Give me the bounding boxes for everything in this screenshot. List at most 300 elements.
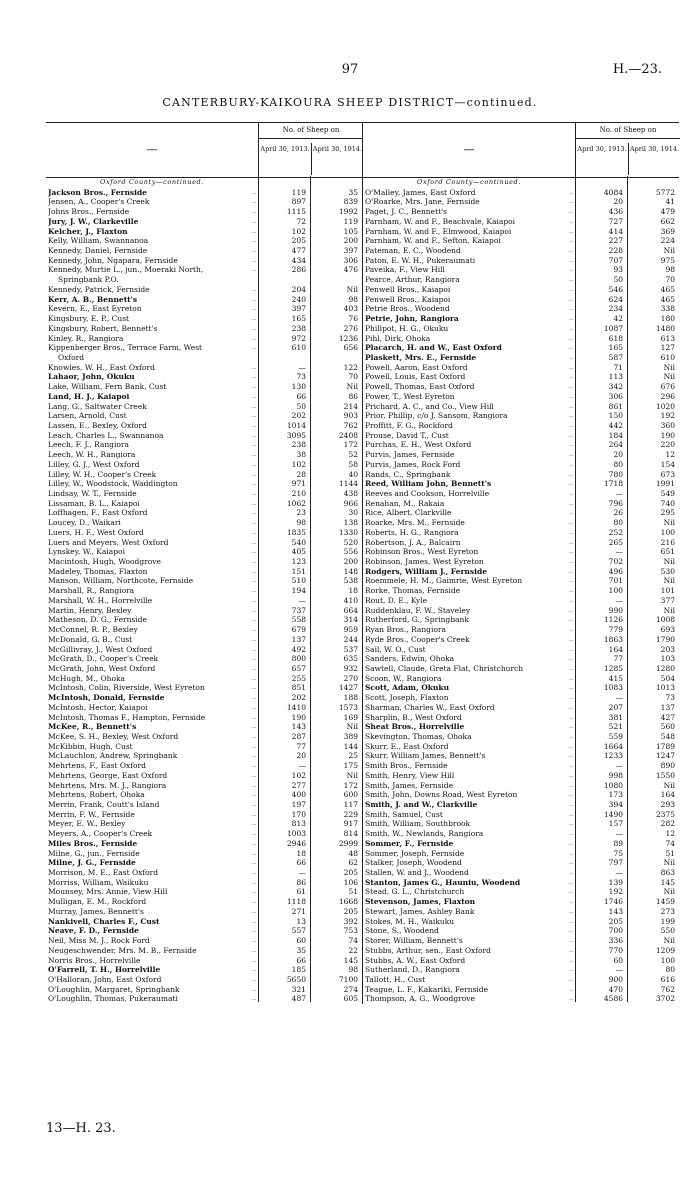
sheep-1914: 369 <box>660 226 675 236</box>
leader-dots: .. <box>252 383 256 391</box>
leader-dots: .. <box>252 723 256 731</box>
owner-name: Phillpot, H. G., Okuku <box>365 323 449 333</box>
sheep-1913: 89 <box>613 838 623 848</box>
sheep-1914: 1008 <box>655 615 675 625</box>
sheep-1914: 863 <box>660 868 675 878</box>
leader-dots: .. <box>569 742 573 750</box>
leader-dots: .. <box>252 732 256 740</box>
sheep-1914: 1236 <box>338 333 358 343</box>
sheep-1914: 1020 <box>655 401 675 411</box>
owner-name: Sheat Bros., Horrelville <box>365 722 465 732</box>
header-name-column: — <box>463 143 475 156</box>
sheep-1913: 397 <box>291 304 306 314</box>
leader-dots: .. <box>569 781 573 789</box>
header-sheep-group <box>575 123 680 177</box>
sheep-1913: 98 <box>296 518 306 528</box>
sheep-1914: 220 <box>660 440 675 450</box>
sheep-1914: Nil <box>663 372 675 382</box>
table-row <box>363 188 679 198</box>
table-row <box>363 256 679 266</box>
table-row <box>46 693 362 703</box>
table-row <box>363 878 679 888</box>
sheep-1913: 50 <box>613 275 623 285</box>
sheep-1913: 202 <box>291 693 306 703</box>
owner-name: Smith, J. and W., Clarkville <box>365 800 478 809</box>
sheep-1914: 306 <box>343 255 358 265</box>
table-row <box>46 538 362 548</box>
sheep-1913: 998 <box>608 770 623 780</box>
sheep-1913: 510 <box>291 576 306 586</box>
leader-dots: .. <box>569 285 573 293</box>
sheep-1914: 200 <box>343 557 358 567</box>
leader-dots: .. <box>252 907 256 915</box>
leader-dots: .. <box>252 645 256 653</box>
table-row <box>363 295 679 305</box>
owner-name: Macintosh, Hugh, Woodgrove <box>48 557 161 567</box>
leader-dots: .. <box>252 781 256 789</box>
owner-name: Loucey, D., Waikari <box>48 518 121 528</box>
table-row <box>363 382 679 392</box>
sheep-1914: 314 <box>343 615 358 625</box>
column-rule <box>627 176 628 1002</box>
leader-dots: .. <box>252 315 256 323</box>
sheep-1913: 400 <box>291 790 306 800</box>
owner-name: Mehrtens, F., East Oxford <box>48 761 146 771</box>
sheep-1914: 1573 <box>338 702 358 712</box>
table-row <box>363 742 679 752</box>
table-row <box>363 528 679 538</box>
sheep-1914: 975 <box>660 255 675 265</box>
owner-name: McGillivray, J., West Oxford <box>48 644 153 654</box>
table-row <box>46 460 362 470</box>
section-heading <box>46 178 362 188</box>
sheep-1913: 240 <box>291 294 306 304</box>
owner-name: Smith Bros., Fernside <box>365 761 448 771</box>
owner-name: McKee, S. H., Bexley, West Oxford <box>48 731 179 741</box>
leader-dots: .. <box>569 713 573 721</box>
leader-dots: .. <box>252 975 256 983</box>
owner-name: Milne, G., jun., Fernside <box>48 848 140 858</box>
owner-name: Plaskett, Mrs. E., Fernside <box>365 352 477 362</box>
owner-name: Rorke, Thomas, Fernside <box>365 586 461 596</box>
owner-name: Scott, Adam, Okuku <box>365 683 450 693</box>
sheep-1913: 102 <box>291 459 306 469</box>
sheep-1914: 137 <box>660 702 675 712</box>
sheep-1913: 1285 <box>603 663 623 673</box>
owner-name: Penwell Bros., Kaiapoi <box>365 294 451 304</box>
sheep-1913: 255 <box>291 673 306 683</box>
sheep-1914: 18 <box>348 586 358 596</box>
leader-dots: .. <box>569 266 573 274</box>
owner-name: McIntosh, Colin, Riverside, West Eyreton <box>48 683 205 693</box>
sheep-1913: — <box>298 595 306 605</box>
table-row <box>363 839 679 849</box>
leader-dots: .. <box>569 606 573 614</box>
sheep-1914: Nil <box>663 246 675 256</box>
table-row <box>363 703 679 713</box>
table-row <box>46 907 362 917</box>
table-row <box>46 664 362 674</box>
leader-dots: .. <box>252 577 256 585</box>
owner-name: McGrath, John, West Oxford <box>48 663 156 673</box>
sheep-1914: 145 <box>343 955 358 965</box>
owner-name: Morriss, William, Waikuku <box>48 877 149 887</box>
leader-dots: .. <box>252 538 256 546</box>
sheep-1913: 66 <box>296 955 306 965</box>
sheep-1914: 145 <box>660 877 675 887</box>
sheep-1913: 190 <box>291 712 306 722</box>
sheep-1914: 903 <box>343 411 358 421</box>
owner-name: Renahan, M., Rakaia <box>365 498 445 508</box>
leader-dots: .. <box>252 830 256 838</box>
table-right-half <box>362 122 679 1004</box>
table-row <box>46 936 362 946</box>
leader-dots: .. <box>569 548 573 556</box>
sheep-1914: 80 <box>665 965 675 975</box>
sheep-1913: 205 <box>291 236 306 246</box>
table-row <box>46 761 362 771</box>
table-row <box>46 586 362 596</box>
leader-dots: .. <box>252 305 256 313</box>
owner-name: Murray, James, Bennett's <box>48 906 144 916</box>
leader-dots: .. <box>569 431 573 439</box>
sheep-1913: 13 <box>296 916 306 926</box>
owner-name: Proffitt, F. G., Rockford <box>365 420 453 430</box>
sheep-1913: 679 <box>291 625 306 635</box>
leader-dots: .. <box>569 295 573 303</box>
sheep-1914: 1459 <box>655 897 675 907</box>
sheep-1914: 164 <box>660 790 675 800</box>
sheep-1914: 7100 <box>338 974 358 984</box>
owner-name: Teague, L. F., Kakariki, Fernside <box>365 984 489 994</box>
sheep-1913: — <box>615 489 623 498</box>
owner-name: Kingsbury, E. P., Cust <box>48 314 130 324</box>
sheep-1914: 52 <box>348 450 358 460</box>
sheep-1914: 656 <box>343 343 358 353</box>
sheep-1913: 1083 <box>603 683 623 693</box>
sheep-1913: 442 <box>608 420 623 430</box>
owner-name: Stokes, M. H., Waikuku <box>365 916 455 926</box>
owner-name: Pateman, E. C., Woodend <box>365 246 461 256</box>
sheep-1913: 102 <box>291 226 306 236</box>
table-row <box>363 674 679 684</box>
table-row <box>363 334 679 344</box>
leader-dots: .. <box>252 266 256 274</box>
table-row <box>363 635 679 645</box>
leader-dots: .. <box>569 849 573 857</box>
owner-name: McConnel, R. P., Bexley <box>48 625 138 635</box>
leader-dots: .. <box>569 567 573 575</box>
sheep-1914: 98 <box>665 265 675 275</box>
owner-name: Manson, William, Northcote, Fernside <box>48 576 194 586</box>
sheep-1914: 753 <box>343 926 358 936</box>
leader-dots: .. <box>252 995 256 1003</box>
sheep-1914: 86 <box>348 391 358 401</box>
leader-dots: .. <box>252 694 256 702</box>
leader-dots: .. <box>569 878 573 886</box>
sheep-1913: 165 <box>291 314 306 324</box>
table-row <box>46 334 362 344</box>
table-row <box>46 946 362 956</box>
table-row <box>363 508 679 518</box>
leader-dots: .. <box>252 247 256 255</box>
sheep-1914: 427 <box>660 712 675 722</box>
table-row <box>46 508 362 518</box>
leader-dots: .. <box>252 606 256 614</box>
leader-dots: .. <box>569 208 573 216</box>
sheep-1913: 1115 <box>286 207 306 217</box>
sheep-1913: 277 <box>291 780 306 790</box>
sheep-1914: 98 <box>348 965 358 975</box>
sheep-1914: 465 <box>660 284 675 294</box>
sheep-1913: 900 <box>608 974 623 984</box>
table-row <box>46 431 362 441</box>
sheep-1913: 157 <box>608 819 623 829</box>
owner-name: Lilley, W., Woodstock, Waddington <box>48 479 178 489</box>
sheep-1914: Nil <box>663 936 675 946</box>
leader-dots: .. <box>252 548 256 556</box>
owner-name: Paton, E. W. H., Pukeraumati <box>365 255 476 265</box>
owner-name: Stone, S., Woodend <box>365 926 439 936</box>
sheep-1913: 151 <box>291 566 306 576</box>
table-row <box>363 392 679 402</box>
leader-dots: .. <box>569 946 573 954</box>
table-row <box>363 713 679 723</box>
owner-name: Springbank P.O. <box>58 275 119 285</box>
owner-name: Leech, F. J., Rangiora <box>48 440 129 450</box>
owner-name: Sommer, Joseph, Fernside <box>365 848 465 858</box>
owner-name: Rands, C., Springbank <box>365 469 451 479</box>
leader-dots: .. <box>252 742 256 750</box>
table-row <box>46 625 362 635</box>
table-row <box>46 557 362 567</box>
sheep-1914: 465 <box>660 294 675 304</box>
owner-name: Thompson, A. G., Woodgrove <box>365 994 475 1004</box>
owner-name: Kelcher, J., Flaxton <box>48 226 128 236</box>
sheep-1913: 50 <box>296 401 306 411</box>
sheep-1913: — <box>615 547 623 557</box>
sheep-1913: 851 <box>291 683 306 693</box>
sheep-1913: 66 <box>296 858 306 868</box>
sheep-1913: 587 <box>608 352 623 362</box>
sheep-1913: 26 <box>613 508 623 518</box>
owner-name: Lindsay, W. T., Fernside <box>48 489 137 498</box>
sheep-1914: 740 <box>660 498 675 508</box>
sheep-1914: 229 <box>343 809 358 819</box>
sheep-1913: 164 <box>608 644 623 654</box>
table-row <box>363 781 679 791</box>
table-row <box>363 470 679 480</box>
sheep-1914: Nil <box>346 382 358 392</box>
sheep-1913: 38 <box>296 450 306 460</box>
sheep-1913: 4586 <box>603 994 623 1004</box>
sheep-1914: 70 <box>348 372 358 382</box>
owner-name: Parnham, W. and F., Beachvale, Kaiapoi <box>365 216 516 226</box>
sheep-1913: 4084 <box>603 187 623 197</box>
table-row <box>46 829 362 839</box>
sheep-1914: 403 <box>343 304 358 314</box>
leader-dots: .. <box>252 567 256 575</box>
leader-dots: .. <box>569 752 573 760</box>
leader-dots: .. <box>569 247 573 255</box>
table-row <box>46 576 362 586</box>
sheep-1913: — <box>615 868 623 878</box>
sheep-1913: 77 <box>613 654 623 664</box>
leader-dots: .. <box>252 703 256 711</box>
sheep-1913: 657 <box>291 663 306 673</box>
leader-dots: .. <box>569 684 573 692</box>
sheep-1913: 972 <box>291 333 306 343</box>
table-row <box>46 703 362 713</box>
sheep-1914: 192 <box>660 411 675 421</box>
table-row <box>46 236 362 246</box>
sheep-1913: 487 <box>291 994 306 1004</box>
table-row <box>363 265 679 275</box>
owner-name: Stevenson, James, Flaxton <box>365 897 476 907</box>
table-row <box>46 674 362 684</box>
sheep-1913: — <box>615 693 623 703</box>
sheep-1914: 2999 <box>338 838 358 848</box>
leader-dots: .. <box>252 392 256 400</box>
leader-dots: .. <box>569 616 573 624</box>
leader-dots: .. <box>569 217 573 225</box>
owner-name: Sail, W. O., Cust <box>365 644 426 654</box>
table-row <box>363 849 679 859</box>
table-row <box>363 897 679 907</box>
sheep-1913: 557 <box>291 926 306 936</box>
table-row <box>363 732 679 742</box>
leader-dots: .. <box>252 771 256 779</box>
sheep-1913: 238 <box>291 440 306 450</box>
sheep-1913: 394 <box>608 800 623 809</box>
table-row <box>46 596 362 606</box>
leader-dots: .. <box>569 956 573 964</box>
table-row <box>363 596 679 606</box>
sheep-1913: 434 <box>291 255 306 265</box>
leader-dots: .. <box>252 937 256 945</box>
sheep-1914: 479 <box>660 207 675 217</box>
sheep-1914: 1280 <box>655 663 675 673</box>
table-row <box>363 431 679 441</box>
sheep-1913: 227 <box>608 236 623 246</box>
owner-name: McIntosh, Thomas F., Hampton, Fernside <box>48 712 206 722</box>
owner-name: Power, T., West Eyreton <box>365 391 455 401</box>
owner-name: Rout, D. E., Kyle <box>365 595 428 605</box>
sheep-1914: 556 <box>343 547 358 557</box>
sheep-1913: 185 <box>291 965 306 975</box>
table-row <box>46 926 362 936</box>
leader-dots: .. <box>252 985 256 993</box>
sheep-1913: 1003 <box>286 829 306 839</box>
header-sheep-group <box>258 123 363 177</box>
sheep-1914: 273 <box>660 906 675 916</box>
leader-dots: .. <box>252 421 256 429</box>
sheep-1913: 1718 <box>603 479 623 489</box>
table-row <box>363 207 679 217</box>
owner-name: Marshall, R., Rangiora <box>48 586 135 596</box>
owner-name: Robinson Bros., West Eyreton <box>365 547 479 557</box>
owner-name: Penwell Bros., Kaiapoi <box>365 284 451 294</box>
owner-name: Lassen, E., Bexley, Oxford <box>48 420 147 430</box>
leader-dots: .. <box>252 431 256 439</box>
leader-dots: .. <box>569 995 573 1003</box>
leader-dots: .. <box>569 363 573 371</box>
sheep-1914: 616 <box>660 974 675 984</box>
table-row <box>363 372 679 382</box>
sheep-1913: 80 <box>613 518 623 528</box>
table-row <box>363 994 679 1004</box>
owner-name: Kennedy, Daniel, Fernside <box>48 246 148 256</box>
owner-name: Parnham, W. and F., Sefton, Kaiapoi <box>365 236 501 246</box>
sheep-1913: 194 <box>291 586 306 596</box>
owner-name: Luers, H. F., West Oxford <box>48 527 144 537</box>
owner-name: Robertson, J. A., Balcairn <box>365 537 461 547</box>
owner-name: Stead, G. L., Christchurch <box>365 887 465 897</box>
sheep-1914: 12 <box>665 829 675 839</box>
table-row <box>46 713 362 723</box>
owner-name: Nankivell, Charles F., Cust <box>48 916 160 926</box>
sheep-1914: Nil <box>663 887 675 897</box>
sheep-1914: 538 <box>343 576 358 586</box>
sheep-1913: 1126 <box>603 615 623 625</box>
owner-name: Meyers, A., Cooper's Creek <box>48 829 153 839</box>
sheep-1913: 210 <box>291 489 306 498</box>
table-row <box>363 314 679 324</box>
owner-name: Kennedy, Murtie L., jun., Moeraki North, <box>48 265 204 275</box>
sheep-1913: 700 <box>608 926 623 936</box>
table-row <box>46 197 362 207</box>
leader-dots: .. <box>569 227 573 235</box>
owner-name: McIntosh, Hector, Kaiapoi <box>48 702 148 712</box>
sheep-1914: 74 <box>665 838 675 848</box>
sheep-1914: 762 <box>660 984 675 994</box>
table-row <box>46 683 362 693</box>
owner-name: Miles Bros., Fernside <box>48 838 138 848</box>
sheep-1914: 410 <box>343 595 358 605</box>
leader-dots: .. <box>569 966 573 974</box>
sheep-1914: 117 <box>343 800 358 809</box>
sheep-1914: 48 <box>348 848 358 858</box>
owner-name: Kippenberger Bros., Terrace Farm, West <box>48 343 203 353</box>
leader-dots: .. <box>252 490 256 497</box>
leader-dots: .. <box>569 538 573 546</box>
table-row <box>46 518 362 528</box>
sheep-1914: 100 <box>660 955 675 965</box>
sheep-1914: 530 <box>660 566 675 576</box>
table-row <box>363 868 679 878</box>
table-row <box>363 907 679 917</box>
leader-dots: .. <box>252 674 256 682</box>
owner-name: Lake, William, Fern Bank, Cust <box>48 382 167 392</box>
table-row <box>46 392 362 402</box>
owner-name: Lahaor, John, Okuku <box>48 372 135 382</box>
owner-name: Larsen, Arnold, Cust <box>48 411 127 421</box>
sheep-1913: 727 <box>608 216 623 226</box>
table-row <box>363 236 679 246</box>
leader-dots: .. <box>252 334 256 342</box>
owner-name: Jensen, A., Cooper's Creek <box>48 197 150 207</box>
table-row <box>46 956 362 966</box>
sheep-1914: 338 <box>660 304 675 314</box>
sheep-1914: Nil <box>346 284 358 294</box>
owner-name: Storer, William, Bennett's <box>365 936 463 946</box>
table-row <box>363 810 679 820</box>
owner-name: Smith, William, Southbrook <box>365 819 471 829</box>
table-row <box>46 781 362 791</box>
leader-dots: .. <box>252 402 256 410</box>
sheep-1913: 381 <box>608 712 623 722</box>
sheep-1913: 436 <box>608 207 623 217</box>
